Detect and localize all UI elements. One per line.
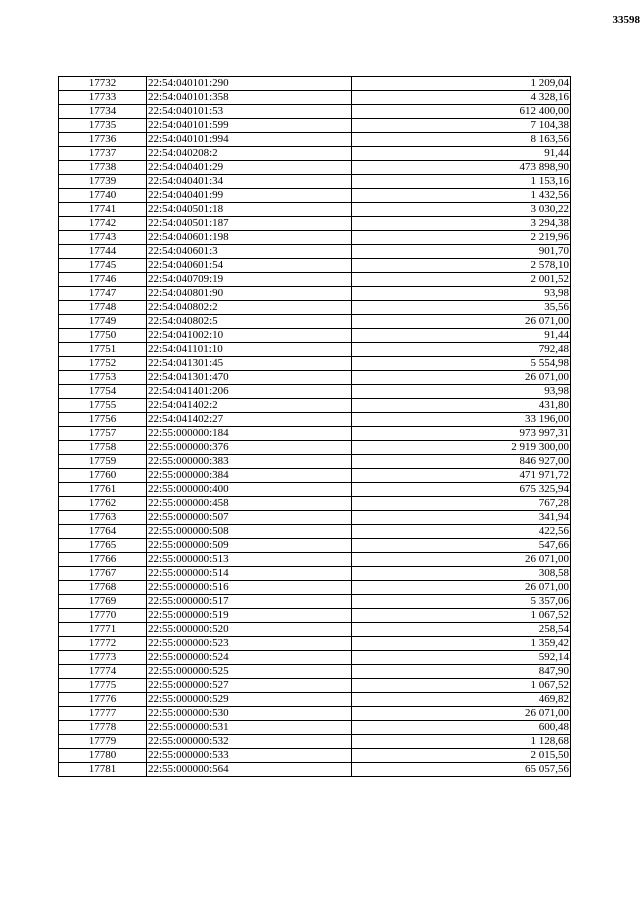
table-row: [59, 721, 571, 735]
table-row: [59, 91, 571, 105]
cadastral-number-cell: 22:55:000000:527: [147, 679, 352, 693]
table-row: [59, 175, 571, 189]
row-number-cell: 17745: [59, 259, 147, 273]
cadastral-number-cell: 22:55:000000:400: [147, 483, 352, 497]
row-number-cell: 17742: [59, 217, 147, 231]
cadastral-number-cell: 22:55:000000:530: [147, 707, 352, 721]
row-number-cell: 17752: [59, 357, 147, 371]
value-cell: 7 104,38: [352, 119, 571, 133]
table-row: [59, 273, 571, 287]
row-number-cell: 17753: [59, 371, 147, 385]
value-cell: 1 359,42: [352, 637, 571, 651]
row-number-cell: 17736: [59, 133, 147, 147]
table-row: [59, 315, 571, 329]
row-number-cell: 17757: [59, 427, 147, 441]
row-number-cell: 17739: [59, 175, 147, 189]
row-number-cell: 17767: [59, 567, 147, 581]
value-cell: 258,54: [352, 623, 571, 637]
table-row: [59, 399, 571, 413]
value-cell: 35,56: [352, 301, 571, 315]
table-row: [59, 287, 571, 301]
cadastral-number-cell: 22:54:040401:99: [147, 189, 352, 203]
cadastral-number-cell: 22:54:040208:2: [147, 147, 352, 161]
row-number-cell: 17750: [59, 329, 147, 343]
table-row: [59, 455, 571, 469]
table-row: [59, 77, 571, 91]
table-row: [59, 637, 571, 651]
cadastral-number-cell: 22:55:000000:508: [147, 525, 352, 539]
cadastral-number-cell: 22:54:040101:290: [147, 77, 352, 91]
table-row: [59, 413, 571, 427]
row-number-cell: 17751: [59, 343, 147, 357]
value-cell: 1 432,56: [352, 189, 571, 203]
value-cell: 612 400,00: [352, 105, 571, 119]
cadastral-number-cell: 22:55:000000:507: [147, 511, 352, 525]
cadastral-number-cell: 22:54:041101:10: [147, 343, 352, 357]
row-number-cell: 17765: [59, 539, 147, 553]
table-row: [59, 357, 571, 371]
value-cell: 675 325,94: [352, 483, 571, 497]
value-cell: 767,28: [352, 497, 571, 511]
value-cell: 8 163,56: [352, 133, 571, 147]
row-number-cell: 17775: [59, 679, 147, 693]
cadastral-number-cell: 22:54:041401:206: [147, 385, 352, 399]
row-number-cell: 17734: [59, 105, 147, 119]
row-number-cell: 17760: [59, 469, 147, 483]
row-number-cell: 17777: [59, 707, 147, 721]
table-row: [59, 301, 571, 315]
table-row: [59, 497, 571, 511]
cadastral-number-cell: 22:54:041402:27: [147, 413, 352, 427]
cadastral-number-cell: 22:55:000000:376: [147, 441, 352, 455]
cadastral-number-cell: 22:55:000000:184: [147, 427, 352, 441]
row-number-cell: 17771: [59, 623, 147, 637]
cadastral-number-cell: 22:55:000000:525: [147, 665, 352, 679]
value-cell: 33 196,00: [352, 413, 571, 427]
value-cell: 547,66: [352, 539, 571, 553]
cadastral-number-cell: 22:55:000000:519: [147, 609, 352, 623]
row-number-cell: 17776: [59, 693, 147, 707]
table-row: [59, 469, 571, 483]
row-number-cell: 17738: [59, 161, 147, 175]
row-number-cell: 17763: [59, 511, 147, 525]
table-row: [59, 595, 571, 609]
row-number-cell: 17755: [59, 399, 147, 413]
row-number-cell: 17744: [59, 245, 147, 259]
value-cell: 91,44: [352, 329, 571, 343]
value-cell: 5 554,98: [352, 357, 571, 371]
cadastral-number-cell: 22:55:000000:513: [147, 553, 352, 567]
table-row: [59, 763, 571, 777]
table-row: [59, 329, 571, 343]
value-cell: 93,98: [352, 287, 571, 301]
page-number: 33598: [612, 14, 640, 26]
cadastral-number-cell: 22:54:040501:18: [147, 203, 352, 217]
value-cell: 1 128,68: [352, 735, 571, 749]
row-number-cell: 17779: [59, 735, 147, 749]
cadastral-number-cell: 22:54:040601:54: [147, 259, 352, 273]
cadastral-number-cell: 22:55:000000:532: [147, 735, 352, 749]
row-number-cell: 17758: [59, 441, 147, 455]
row-number-cell: 17748: [59, 301, 147, 315]
row-number-cell: 17735: [59, 119, 147, 133]
cadastral-value-table: [58, 76, 571, 777]
row-number-cell: 17743: [59, 231, 147, 245]
row-number-cell: 17773: [59, 651, 147, 665]
cadastral-number-cell: 22:55:000000:517: [147, 595, 352, 609]
value-cell: 26 071,00: [352, 581, 571, 595]
value-cell: 422,56: [352, 525, 571, 539]
table-row: [59, 679, 571, 693]
value-cell: 3 294,38: [352, 217, 571, 231]
row-number-cell: 17732: [59, 77, 147, 91]
value-cell: 973 997,31: [352, 427, 571, 441]
value-cell: 1 067,52: [352, 609, 571, 623]
table-row: [59, 567, 571, 581]
row-number-cell: 17737: [59, 147, 147, 161]
value-cell: 600,48: [352, 721, 571, 735]
value-cell: 2 219,96: [352, 231, 571, 245]
row-number-cell: 17759: [59, 455, 147, 469]
value-cell: 341,94: [352, 511, 571, 525]
value-cell: 26 071,00: [352, 707, 571, 721]
row-number-cell: 17772: [59, 637, 147, 651]
value-cell: 1 209,04: [352, 77, 571, 91]
table-row: [59, 651, 571, 665]
value-cell: 901,70: [352, 245, 571, 259]
value-cell: 26 071,00: [352, 371, 571, 385]
table-row: [59, 189, 571, 203]
row-number-cell: 17746: [59, 273, 147, 287]
row-number-cell: 17747: [59, 287, 147, 301]
cadastral-number-cell: 22:54:041301:470: [147, 371, 352, 385]
row-number-cell: 17733: [59, 91, 147, 105]
table-row: [59, 161, 571, 175]
row-number-cell: 17769: [59, 595, 147, 609]
value-cell: 1 067,52: [352, 679, 571, 693]
cadastral-number-cell: 22:54:040709:19: [147, 273, 352, 287]
row-number-cell: 17768: [59, 581, 147, 595]
row-number-cell: 17774: [59, 665, 147, 679]
table-row: [59, 609, 571, 623]
table-row: [59, 231, 571, 245]
table-row: [59, 441, 571, 455]
table-row: [59, 203, 571, 217]
value-cell: 93,98: [352, 385, 571, 399]
table-row: [59, 581, 571, 595]
cadastral-number-cell: 22:55:000000:523: [147, 637, 352, 651]
cadastral-number-cell: 22:55:000000:514: [147, 567, 352, 581]
table-row: [59, 217, 571, 231]
table-row: [59, 427, 571, 441]
row-number-cell: 17778: [59, 721, 147, 735]
table-row: [59, 483, 571, 497]
value-cell: 308,58: [352, 567, 571, 581]
cadastral-number-cell: 22:55:000000:384: [147, 469, 352, 483]
row-number-cell: 17761: [59, 483, 147, 497]
cadastral-number-cell: 22:54:040501:187: [147, 217, 352, 231]
table-row: [59, 623, 571, 637]
cadastral-number-cell: 22:54:040101:53: [147, 105, 352, 119]
value-cell: 65 057,56: [352, 763, 571, 777]
table-row: [59, 749, 571, 763]
table-row: [59, 693, 571, 707]
value-cell: 473 898,90: [352, 161, 571, 175]
row-number-cell: 17764: [59, 525, 147, 539]
table-row: [59, 371, 571, 385]
row-number-cell: 17762: [59, 497, 147, 511]
row-number-cell: 17756: [59, 413, 147, 427]
row-number-cell: 17770: [59, 609, 147, 623]
value-cell: 592,14: [352, 651, 571, 665]
row-number-cell: 17741: [59, 203, 147, 217]
row-number-cell: 17766: [59, 553, 147, 567]
cadastral-number-cell: 22:54:040101:358: [147, 91, 352, 105]
cadastral-number-cell: 22:54:040802:5: [147, 315, 352, 329]
value-cell: 2 001,52: [352, 273, 571, 287]
cadastral-number-cell: 22:55:000000:524: [147, 651, 352, 665]
cadastral-number-cell: 22:55:000000:531: [147, 721, 352, 735]
cadastral-number-cell: 22:54:040101:599: [147, 119, 352, 133]
value-cell: 1 153,16: [352, 175, 571, 189]
table-row: [59, 735, 571, 749]
table-row: [59, 119, 571, 133]
value-cell: 847,90: [352, 665, 571, 679]
cadastral-number-cell: 22:55:000000:564: [147, 763, 352, 777]
row-number-cell: 17740: [59, 189, 147, 203]
cadastral-number-cell: 22:55:000000:520: [147, 623, 352, 637]
value-cell: 846 927,00: [352, 455, 571, 469]
value-cell: 792,48: [352, 343, 571, 357]
table-row: [59, 133, 571, 147]
value-cell: 4 328,16: [352, 91, 571, 105]
cadastral-number-cell: 22:54:041402:2: [147, 399, 352, 413]
table-row: [59, 511, 571, 525]
cadastral-number-cell: 22:54:040401:34: [147, 175, 352, 189]
cadastral-number-cell: 22:55:000000:509: [147, 539, 352, 553]
value-cell: 2 919 300,00: [352, 441, 571, 455]
table-body: [59, 77, 571, 777]
value-cell: 3 030,22: [352, 203, 571, 217]
cadastral-number-cell: 22:54:040101:994: [147, 133, 352, 147]
cadastral-number-cell: 22:55:000000:383: [147, 455, 352, 469]
cadastral-number-cell: 22:55:000000:516: [147, 581, 352, 595]
row-number-cell: 17781: [59, 763, 147, 777]
cadastral-number-cell: 22:55:000000:458: [147, 497, 352, 511]
row-number-cell: 17754: [59, 385, 147, 399]
table-row: [59, 105, 571, 119]
table-row: [59, 553, 571, 567]
cadastral-number-cell: 22:54:040801:90: [147, 287, 352, 301]
value-cell: 471 971,72: [352, 469, 571, 483]
table-row: [59, 525, 571, 539]
value-cell: 2 578,10: [352, 259, 571, 273]
value-cell: 469,82: [352, 693, 571, 707]
value-cell: 431,80: [352, 399, 571, 413]
cadastral-number-cell: 22:54:040802:2: [147, 301, 352, 315]
table-row: [59, 665, 571, 679]
cadastral-number-cell: 22:54:041301:45: [147, 357, 352, 371]
value-cell: 26 071,00: [352, 315, 571, 329]
cadastral-number-cell: 22:54:040601:3: [147, 245, 352, 259]
value-cell: 2 015,50: [352, 749, 571, 763]
table-row: [59, 147, 571, 161]
value-cell: 5 357,06: [352, 595, 571, 609]
cadastral-number-cell: 22:54:041002:10: [147, 329, 352, 343]
table-row: [59, 385, 571, 399]
table-row: [59, 343, 571, 357]
row-number-cell: 17780: [59, 749, 147, 763]
table-row: [59, 259, 571, 273]
table-row: [59, 539, 571, 553]
table-row: [59, 245, 571, 259]
row-number-cell: 17749: [59, 315, 147, 329]
cadastral-number-cell: 22:54:040401:29: [147, 161, 352, 175]
value-cell: 26 071,00: [352, 553, 571, 567]
value-cell: 91,44: [352, 147, 571, 161]
table-row: [59, 707, 571, 721]
cadastral-number-cell: 22:55:000000:529: [147, 693, 352, 707]
cadastral-number-cell: 22:55:000000:533: [147, 749, 352, 763]
cadastral-number-cell: 22:54:040601:198: [147, 231, 352, 245]
